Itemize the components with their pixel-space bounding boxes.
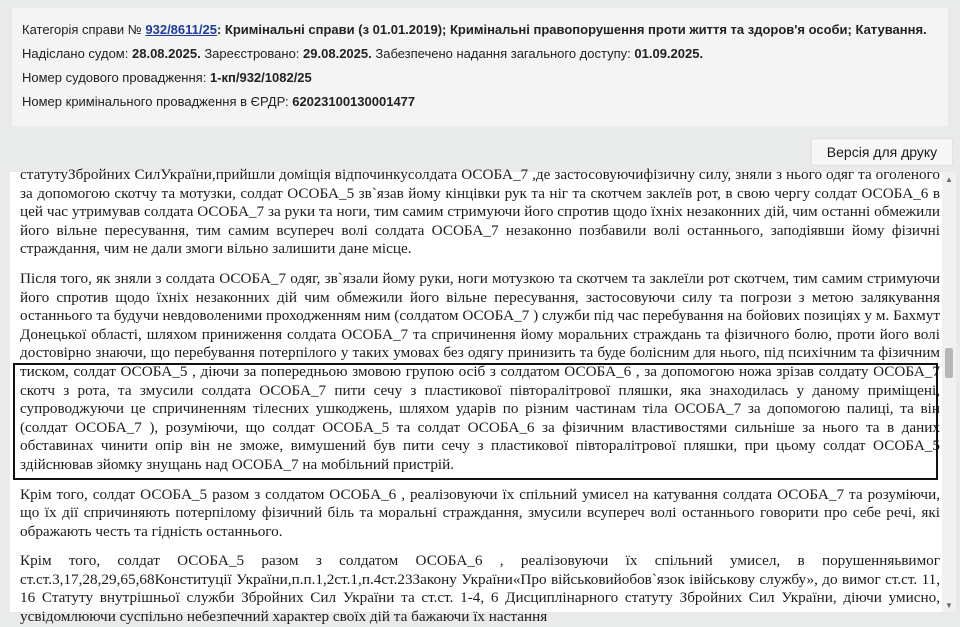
case-category-line bbox=[22, 22, 927, 37]
document-viewer bbox=[10, 166, 955, 626]
court-proceeding-line bbox=[22, 70, 312, 85]
criminal-proceeding-number: 62023100130001477 bbox=[292, 94, 416, 109]
document-scrollbar[interactable] bbox=[942, 172, 956, 612]
document-paragraph: Крім того, солдат ОСОБА_5 разом з солдатом ОСОБА_6 , реалізовуючи їх спільний умисел, в порушенняьвимог ст.ст.3,17,28,29,65,68Конституції України,п.п.1,2ст.1,п.4ст.23Закону України«Про військовийобов`язок івійськову службу», до вимог ст.ст. 11, 16 Статуту внутрішньої служби Збройних Сил України та ст.ст. 1-4, 6 Дисциплінарного статуту Збройних Сил України, діючи умисно, усвідомлюючи суспільно небезпечний характер своїх дій та бажаючи їх настання bbox=[20, 552, 940, 626]
access-date: 01.09.2025. bbox=[634, 46, 704, 61]
sent-date: 28.08.2025. bbox=[132, 46, 201, 61]
access-label: Забезпечено надання загального доступу: bbox=[375, 46, 631, 61]
document-text bbox=[20, 166, 940, 627]
document-paragraph: статутуЗбройних СилУкраїни,прийшли доміщія відпочинкусолдата ОСОБА_7 ,де застосовуючифізичну силу, зняли з нього одяг та оголеного за допомогою скотчу та мотузки, солдат ОСОБА_5 зв`язав йому кінцівки рук та ніг та скотчем заклеїв рот, в свою чергу солдат ОСОБА_6 в цей час утримував солдата ОСОБА_7 за руки та ноги, тим самим стримуючи його спротив щодо їхніх незаконних дій, чим останні обмежили його вільне пересування, тим самим всупереч волі солдата ОСОБА_7 незаконно позбавили волі останнього, заподіявши йому фізичні страждання, чим не дали змоги вільно залишити дане місце. bbox=[20, 166, 940, 258]
scroll-up-arrow-icon[interactable]: ▲ bbox=[945, 174, 953, 184]
scroll-down-arrow-icon[interactable]: ▼ bbox=[945, 600, 953, 610]
sent-label: Надіслано судом: bbox=[22, 46, 129, 61]
case-number-link[interactable]: 932/8611/25 bbox=[145, 22, 217, 37]
document-paragraph: Крім того, солдат ОСОБА_5 разом з солдатом ОСОБА_6 , реалізовуючи їх спільний умисел на катування солдата ОСОБА_7 та розуміючи, що їх дії спричиняють потерпілому фізичний біль та моральні страждання, змусили всупереч волі останнього говорити про себе речі, які ображають честь та гідність останнього. bbox=[20, 485, 940, 540]
case-dates-line bbox=[22, 46, 703, 61]
case-category-value: : Кримінальні справи (з 01.01.2019); Кримінальні правопорушення проти життя та здоров'я особи; Катування. bbox=[216, 22, 927, 37]
print-version-button[interactable]: Версія для друку bbox=[811, 138, 953, 166]
case-category-label: Категорія справи № bbox=[22, 22, 142, 37]
court-proceeding-label: Номер судового провадження: bbox=[22, 70, 207, 85]
scrollbar-thumb[interactable] bbox=[945, 348, 953, 378]
document-paragraph: Після того, як зняли з солдата ОСОБА_7 одяг, зв`язали йому руки, ноги мотузкою та скотчем та заклеїли рот скотчем, тим самим стримуючи його спротив щодо їхніх незаконних дій чим обмежили його вільне пересування, застосовуючи силу та погрози з метою залякування останнього та будучи невдоволеними проходженням ним (солдатом ОСОБА_7 ) служби під час перебування на бойових позиціях у м. Бахмут Донецької області, шляхом приниження солдата ОСОБА_7 та спричинення йому моральних страждань та фізичного болю, проти його волі достовірно знаючи, що перебування потерпілого у таких умовах без одягу принизить та буде болісним для нього, під психічним та фізичним тиском, солдат ОСОБА_5 , діючи за попередньою змовою групою осіб з солдатом ОСОБА_6 , за допомогою ножа зрізав солдату ОСОБА_7 скотч з рота, та змусили солдата ОСОБА_7 пити сечу з пластикової півторалітрової пляшки, яка знаходилась у даному приміщені, супроводжуючи це спричиненням тілесних ушкоджень, шляхом ударів по різним частинам тіла ОСОБА_7 за допомогою палиці, та він (солдат ОСОБА_7 ), розуміючи, що солдат ОСОБА_5 та солдат ОСОБА_6 за фізичним властивостями сильніше за нього та в даних обставинах чинити опір він не зможе, вимушений був пити сечу з пластикової півторалітрової пляшки, при цьому солдат ОСОБА_5 здійснював зйомку знущань над ОСОБА_7 на мобільний пристрій. bbox=[20, 269, 940, 473]
registered-date: 29.08.2025. bbox=[303, 46, 372, 61]
court-proceeding-number: 1-кп/932/1082/25 bbox=[209, 70, 312, 85]
case-metadata-panel bbox=[12, 8, 948, 126]
criminal-proceeding-label: Номер кримінального провадження в ЄРДР: bbox=[22, 94, 289, 109]
registered-label: Зареєстровано: bbox=[204, 46, 300, 61]
criminal-proceeding-line bbox=[22, 94, 415, 109]
